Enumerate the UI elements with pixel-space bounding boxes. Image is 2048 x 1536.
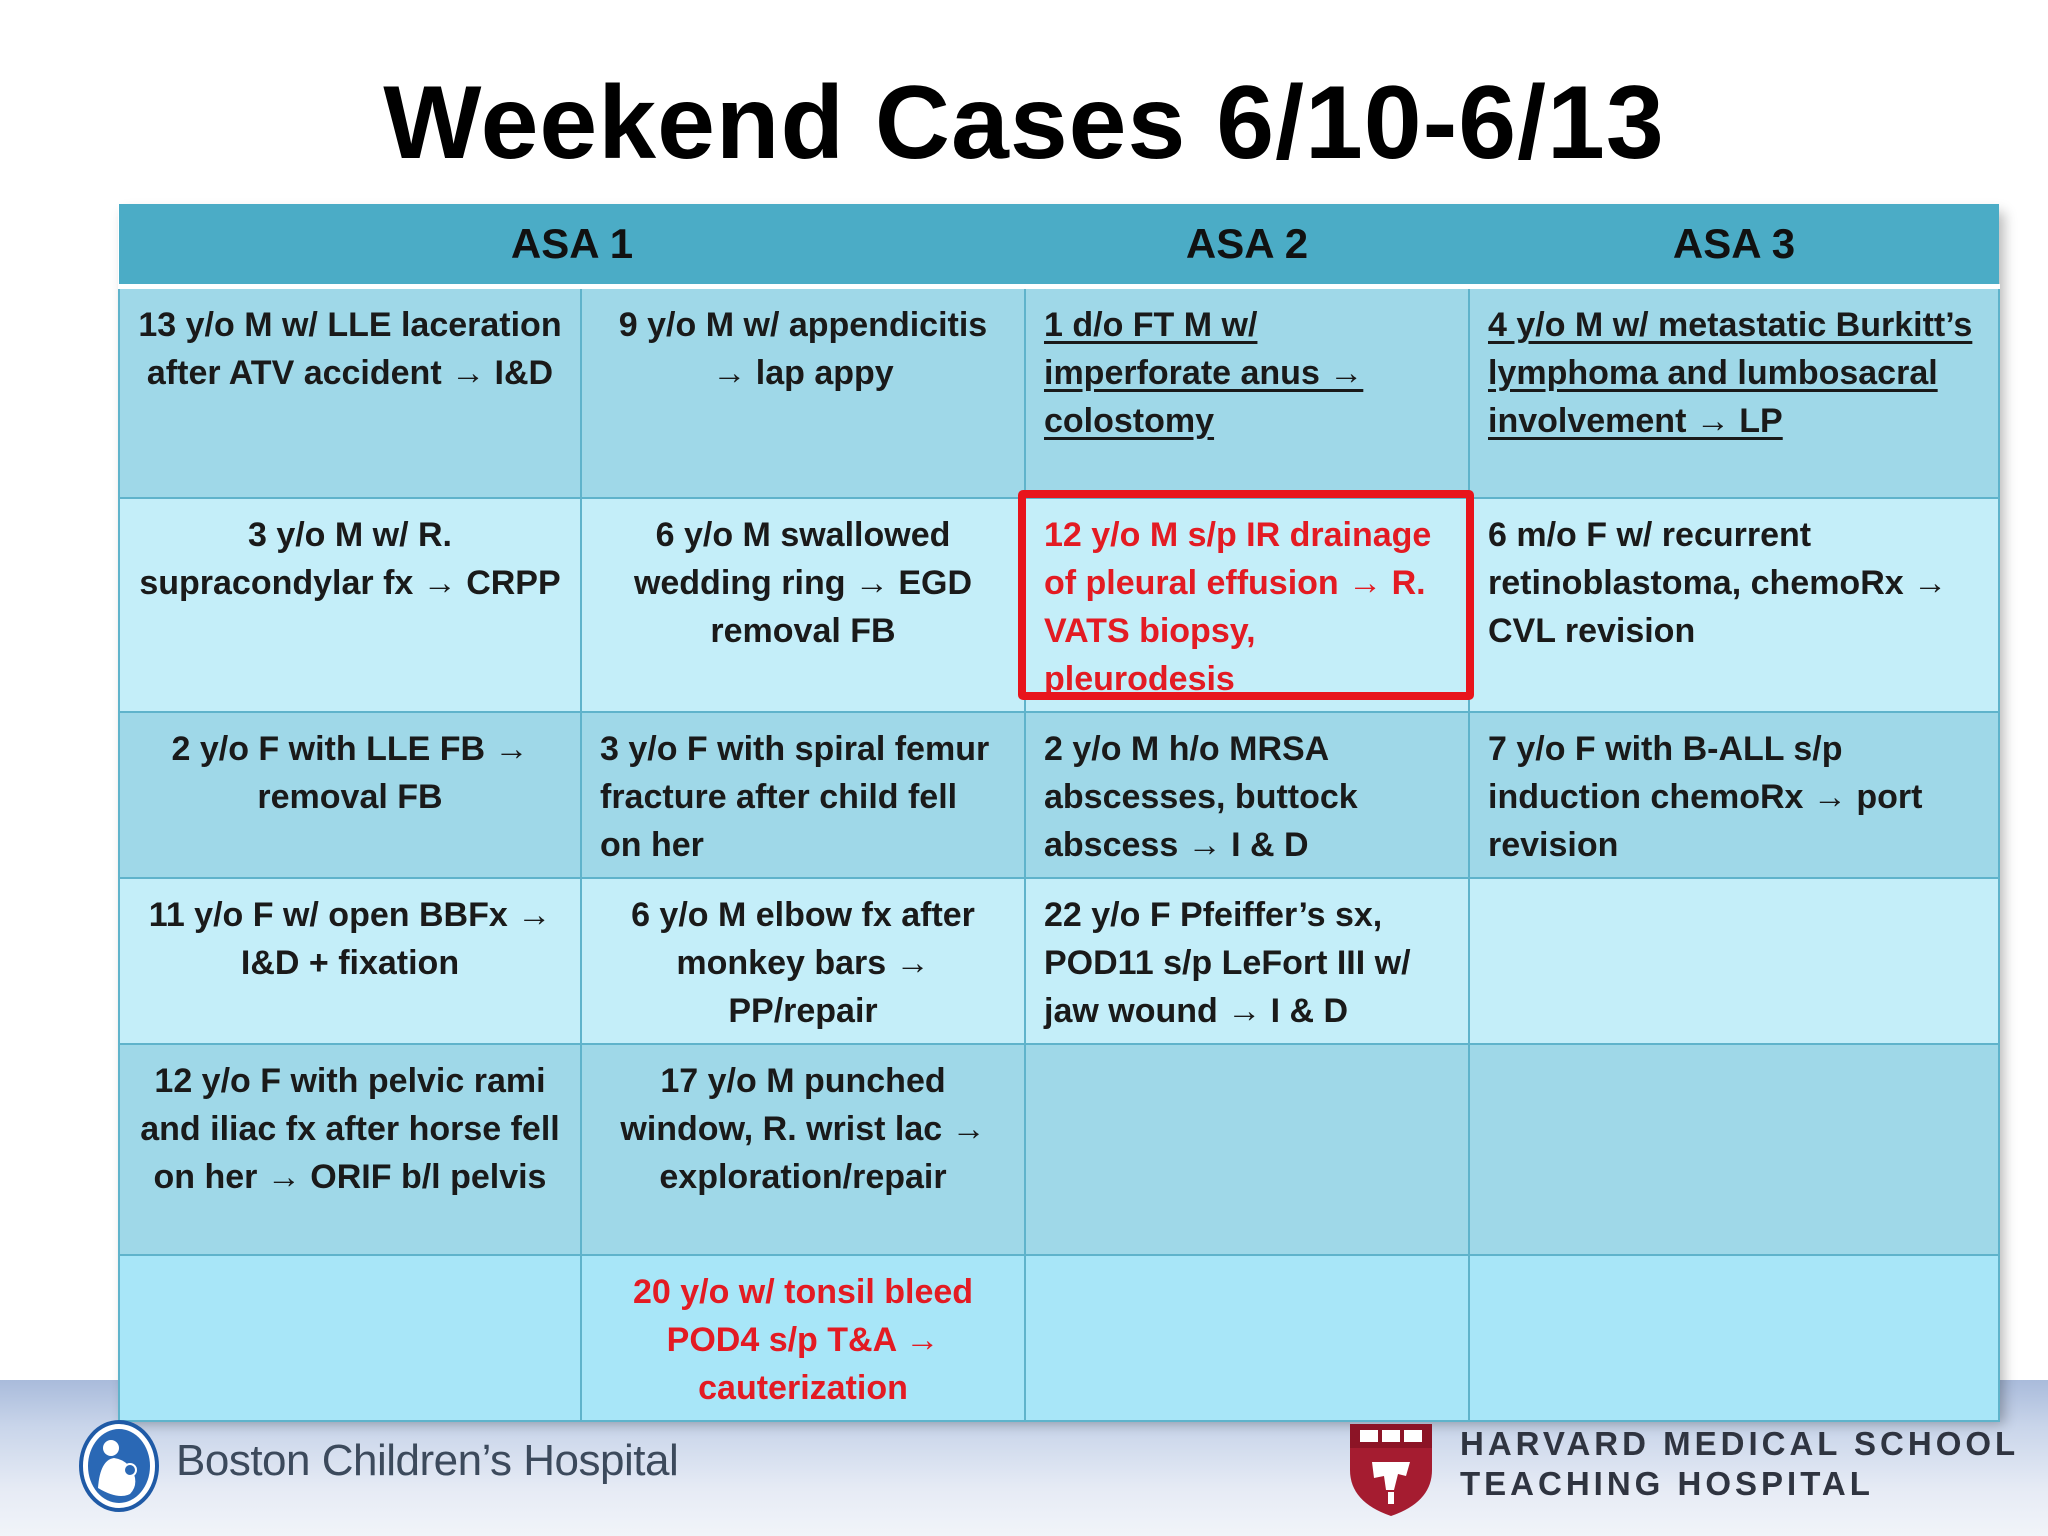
case-cell-link[interactable]: 4 y/o M w/ metastatic Burkitt’s lymphoma and lumbosacral involvement → LP (1488, 306, 1973, 440)
footer-hospital-name: Boston Children’s Hospital (176, 1436, 679, 1485)
header-asa2: ASA 2 (1025, 204, 1469, 287)
header-asa1: ASA 1 (119, 204, 1025, 287)
footer-harvard-line1: HARVARD MEDICAL SCHOOL (1460, 1425, 2020, 1462)
case-cell-emphasized: 20 y/o w/ tonsil bleed POD4 s/p T&A → cauterization (581, 1255, 1025, 1421)
empty-cell (119, 1255, 581, 1421)
case-cell: 7 y/o F with B-ALL s/p induction chemoRx → port revision (1469, 712, 1999, 878)
empty-cell (1469, 1255, 1999, 1421)
table-header-row (119, 204, 1999, 287)
table-row (119, 1044, 1999, 1255)
case-cell-highlighted: 12 y/o M s/p IR drainage of pleural effusion → R. VATS biopsy, pleurodesis (1025, 498, 1469, 712)
case-cell-link[interactable]: 1 d/o FT M w/ imperforate anus → colostomy (1044, 306, 1364, 440)
case-cell: 3 y/o M w/ R. supracondylar fx → CRPP (119, 498, 581, 712)
case-cell: 13 y/o M w/ LLE laceration after ATV accident → I&D (119, 287, 581, 498)
empty-cell (1025, 1255, 1469, 1421)
slide-title: Weekend Cases 6/10-6/13 (383, 65, 1665, 181)
case-cell: 9 y/o M w/ appendicitis → lap appy (581, 287, 1025, 498)
case-cell: 3 y/o F with spiral femur fracture after child fell on her (581, 712, 1025, 878)
harvard-shield-icon (1346, 1418, 1436, 1518)
cases-table (118, 204, 2000, 1422)
case-cell: 6 y/o M swallowed wedding ring → EGD removal FB (581, 498, 1025, 712)
table-row (119, 287, 1999, 498)
case-cell: 2 y/o F with LLE FB → removal FB (119, 712, 581, 878)
empty-cell (1469, 1044, 1999, 1255)
case-cell: 22 y/o F Pfeiffer’s sx, POD11 s/p LeFort III w/ jaw wound → I & D (1025, 878, 1469, 1044)
case-cell: 17 y/o M punched window, R. wrist lac → exploration/repair (581, 1044, 1025, 1255)
footer-harvard-line2: TEACHING HOSPITAL (1460, 1465, 1874, 1502)
header-asa3: ASA 3 (1469, 204, 1999, 287)
case-cell: 12 y/o F with pelvic rami and iliac fx after horse fell on her → ORIF b/l pelvis (119, 1044, 581, 1255)
table-row (119, 498, 1999, 712)
mother-child-icon (78, 1418, 160, 1514)
empty-cell (1025, 1044, 1469, 1255)
case-cell: 11 y/o F w/ open BBFx → I&D + fixation (119, 878, 581, 1044)
footer-harvard-text (1460, 1424, 2019, 1504)
table-row (119, 1255, 1999, 1421)
table-row (119, 712, 1999, 878)
case-cell: 6 m/o F w/ recurrent retinoblastoma, chemoRx → CVL revision (1469, 498, 1999, 712)
table-row (119, 878, 1999, 1044)
case-cell: 2 y/o M h/o MRSA abscesses, buttock abscess → I & D (1025, 712, 1469, 878)
empty-cell (1469, 878, 1999, 1044)
case-cell: 6 y/o M elbow fx after monkey bars → PP/repair (581, 878, 1025, 1044)
cases-table-container (118, 204, 1998, 1416)
